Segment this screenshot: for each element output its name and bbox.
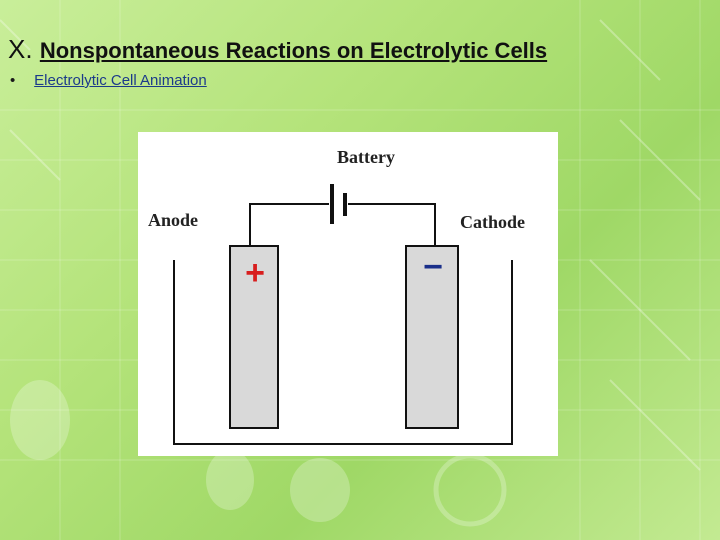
wire-right: [348, 204, 435, 246]
electrolyte-container: [174, 260, 512, 444]
slide-title: [8, 34, 547, 65]
bullet-dot: •: [10, 72, 16, 89]
title-text: Nonspontaneous Reactions on Electrolytic Cells: [39, 38, 548, 63]
electrolytic-cell-animation-link[interactable]: Electrolytic Cell Animation: [34, 72, 207, 89]
wire-left: [250, 204, 329, 246]
cathode-label: Cathode: [460, 212, 526, 232]
title-numeral: X.: [8, 34, 33, 64]
electrolytic-cell-diagram: [138, 132, 558, 456]
cathode-minus-sign: −: [423, 248, 443, 286]
anode-plus-sign: +: [245, 254, 265, 292]
bullet-list-item: [10, 72, 207, 89]
anode-label: Anode: [148, 210, 199, 230]
battery-label: Battery: [337, 147, 395, 167]
